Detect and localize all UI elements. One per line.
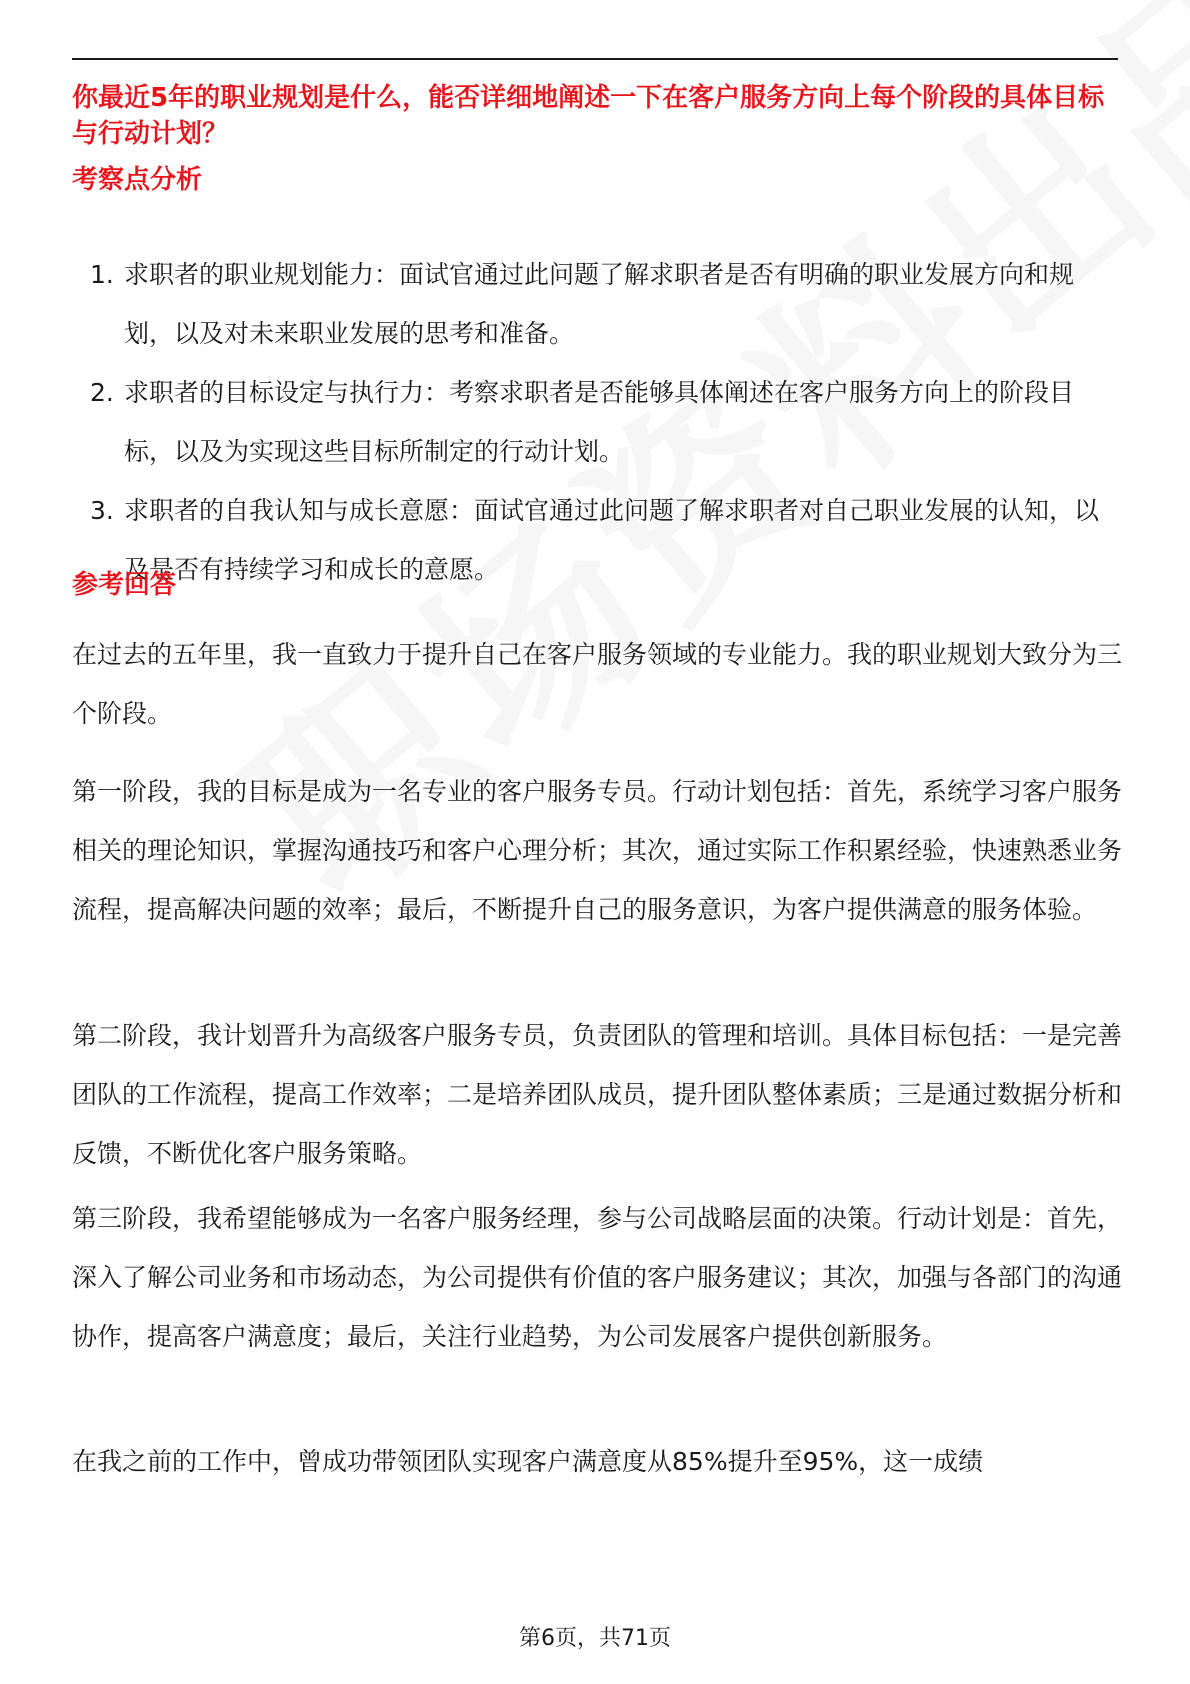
point-text: 求职者的目标设定与执行力：考察求职者是否能够具体阐述在客户服务方向上的阶段目标，以及为实现这些目标所制定的行动计划。	[124, 378, 1075, 466]
analysis-point	[72, 481, 1118, 599]
analysis-points-list	[72, 245, 1118, 599]
answer-paragraph: 在我之前的工作中，曾成功带领团队实现客户满意度从85%提升至95%，这一成绩	[72, 1447, 984, 1476]
question-heading: 你最近5年的职业规划是什么，能否详细地阐述一下在客户服务方向上每个阶段的具体目标与行动计划？	[72, 83, 1105, 149]
point-number: 1.	[90, 260, 114, 289]
point-text: 求职者的职业规划能力：面试官通过此问题了解求职者是否有明确的职业发展方向和规划，以及对未来职业发展的思考和准备。	[124, 260, 1075, 348]
section-title-analysis: 考察点分析	[72, 165, 203, 195]
section-title-answer: 参考回答	[72, 570, 177, 600]
analysis-point	[72, 363, 1118, 481]
top-rule	[72, 58, 1118, 60]
analysis-point	[72, 245, 1118, 363]
answer-paragraph: 第二阶段，我计划晋升为高级客户服务专员，负责团队的管理和培训。具体目标包括：一是完善团队的工作流程，提高工作效率；二是培养团队成员，提升团队整体素质；三是通过数据分析和反馈，不断优化客户服务策略。	[72, 1021, 1123, 1168]
answer-paragraph: 第一阶段，我的目标是成为一名专业的客户服务专员。行动计划包括：首先，系统学习客户服务相关的理论知识，掌握沟通技巧和客户心理分析；其次，通过实际工作积累经验，快速熟悉业务流程，提高解决问题的效率；最后，不断提升自己的服务意识，为客户提供满意的服务体验。	[72, 777, 1123, 924]
point-number: 3.	[90, 496, 114, 525]
point-text: 求职者的自我认知与成长意愿：面试官通过此问题了解求职者对自己职业发展的认知，以及是否有持续学习和成长的意愿。	[124, 496, 1100, 584]
answer-paragraph: 第三阶段，我希望能够成为一名客户服务经理，参与公司战略层面的决策。行动计划是：首先，深入了解公司业务和市场动态，为公司提供有价值的客户服务建议；其次，加强与各部门的沟通协作，提高客户满意度；最后，关注行业趋势，为公司发展客户提供创新服务。	[72, 1204, 1123, 1351]
answer-paragraph: 在过去的五年里，我一直致力于提升自己在客户服务领域的专业能力。我的职业规划大致分为三个阶段。	[72, 640, 1123, 728]
point-number: 2.	[90, 378, 114, 407]
page-footer: 第6页，共71页	[519, 1626, 671, 1651]
